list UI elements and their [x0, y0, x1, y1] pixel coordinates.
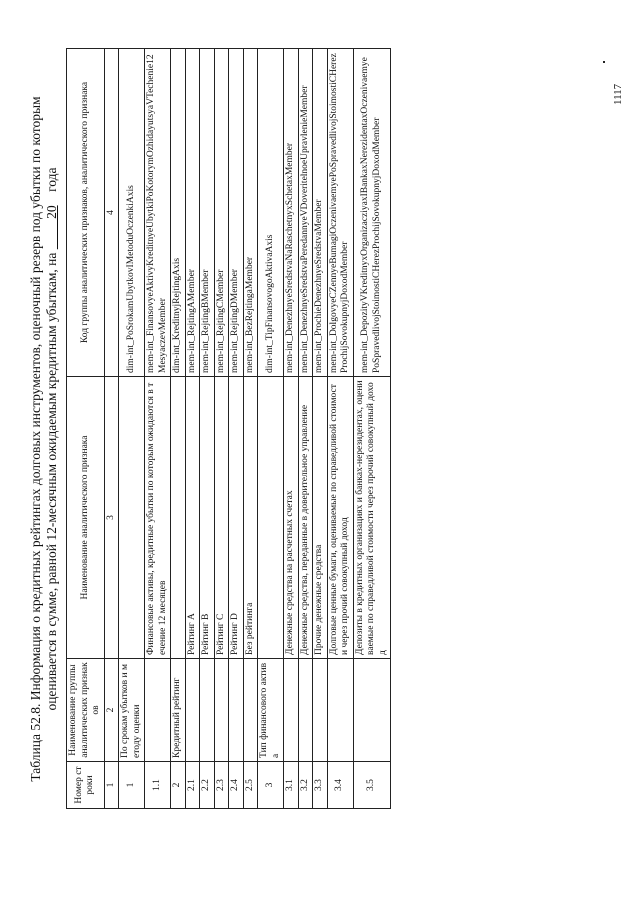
feature-name-cell: Денежные средства на расчетных счетах — [284, 377, 299, 659]
feature-name-cell: Без рейтинга — [243, 377, 258, 659]
code-cell: mem-int_DepozityVKreditnyxOrganizacziyaxIBankaxNerezidentaxOczenivaemyePoSpravedlivojStoimostiCHerezProchijSovokupnyjDoxodMember — [353, 49, 391, 377]
table-row — [171, 49, 186, 809]
caption-line-2 — [44, 35, 60, 843]
table-row — [313, 49, 328, 809]
row-number-cell: 2 — [171, 762, 186, 809]
row-number-cell: 3 — [258, 762, 284, 809]
caption-date-blank: 20 — [44, 205, 59, 250]
group-name-cell — [313, 659, 328, 762]
table-row — [145, 49, 171, 809]
feature-name-cell: Прочие денежные средства — [313, 377, 328, 659]
group-name-cell — [298, 659, 313, 762]
code-cell: mem-int_FinansovyeAktivyKreditnyeUbytkiPoKotorymOzhidayutsyaVTechenie12MesyaczevMember — [145, 49, 171, 377]
table-row — [185, 49, 200, 809]
row-number-cell: 2.2 — [200, 762, 215, 809]
row-number-cell: 3.2 — [298, 762, 313, 809]
table-row — [298, 49, 313, 809]
group-name-cell — [353, 659, 391, 762]
code-cell: mem-int_DolgovyeCZennyeBumagiOczenivaemyePoSpravedlivojStoimostiCHerezProchijSovokupnyjDoxodMember — [327, 49, 353, 377]
caption-line-2-text: оценивается в сумме, равной 12-месячным ожидаемым кредитным убыткам, на — [44, 252, 59, 711]
row-number-cell: 3.5 — [353, 762, 391, 809]
group-name-cell — [200, 659, 215, 762]
feature-name-cell — [171, 377, 186, 659]
feature-name-cell: Денежные средства, переданные в доверительное управление — [298, 377, 313, 659]
feature-name-cell: Долговые ценные бумаги, оцениваемые по справедливой стоимости через прочий совокупный доход — [327, 377, 353, 659]
column-number: 1 — [104, 762, 119, 809]
code-cell: mem-int_DenezhnyeSredstvaPeredannyeVDoveritelnoeUpravlenieMember — [298, 49, 313, 377]
group-name-cell — [145, 659, 171, 762]
table-row — [284, 49, 299, 809]
code-cell: mem-int_RejtingCMember — [214, 49, 229, 377]
group-name-cell — [185, 659, 200, 762]
table-body — [119, 49, 391, 809]
group-name-cell — [327, 659, 353, 762]
table-row — [200, 49, 215, 809]
row-number-cell: 2.1 — [185, 762, 200, 809]
code-cell: mem-int_DenezhnyeSredstvaNaRaschetnyxSchetaxMember — [284, 49, 299, 377]
row-number-cell: 1 — [119, 762, 145, 809]
group-name-cell: По срокам убытков и методу оценки — [119, 659, 145, 762]
row-number-cell: 2.5 — [243, 762, 258, 809]
code-cell: dim-int_KreditnyjRejtingAxis — [171, 49, 186, 377]
feature-name-cell: Рейтинг С — [214, 377, 229, 659]
code-cell: mem-int_RejtingBMember — [200, 49, 215, 377]
table-row — [229, 49, 244, 809]
code-cell: mem-int_RejtingDMember — [229, 49, 244, 377]
caption-line-1: Таблица 52.8. Информация о кредитных рейтингах долговых инструментов, оценочный резерв под убытки по которым — [28, 96, 43, 782]
group-name-cell — [243, 659, 258, 762]
table-row — [214, 49, 229, 809]
column-number: 3 — [104, 377, 119, 659]
table-caption — [28, 35, 60, 843]
code-cell: dim-int_TipFinansovogoAktivaAxis — [258, 49, 284, 377]
feature-name-cell: Рейтинг А — [185, 377, 200, 659]
code-cell: mem-int_BezRejtingaMember — [243, 49, 258, 377]
code-cell: mem-int_RejtingAMember — [185, 49, 200, 377]
table-header-row — [67, 49, 105, 809]
row-number-cell: 3.4 — [327, 762, 353, 809]
table-row — [353, 49, 391, 809]
group-name-cell — [214, 659, 229, 762]
feature-name-cell — [119, 377, 145, 659]
feature-name-cell: Депозиты в кредитных организациях и банках-нерезидентах, оцениваемые по справедливой стоимости через прочий совокупный доход — [353, 377, 391, 659]
feature-name-cell — [258, 377, 284, 659]
code-cell: dim-int_PoSrokamUbytkovIMetoduOczenkiAxis — [119, 49, 145, 377]
credit-rating-table — [66, 48, 391, 809]
code-cell: mem-int_ProchieDenezhnyeSredstvaMember — [313, 49, 328, 377]
group-name-cell — [229, 659, 244, 762]
row-number-cell: 2.4 — [229, 762, 244, 809]
group-name-cell: Кредитный рейтинг — [171, 659, 186, 762]
column-number: 4 — [104, 49, 119, 377]
feature-name-cell: Финансовые активы, кредитные убытки по которым ожидаются в течение 12 месяцев — [145, 377, 171, 659]
row-number-cell: 3.1 — [284, 762, 299, 809]
scan-speck — [603, 61, 605, 63]
group-name-cell: Тип финансового актива — [258, 659, 284, 762]
header-code: Код группы аналитических признаков, аналитического признака — [67, 49, 105, 377]
table-row — [119, 49, 145, 809]
column-number: 2 — [104, 659, 119, 762]
row-number-cell: 3.3 — [313, 762, 328, 809]
column-number-row — [104, 49, 119, 809]
group-name-cell — [284, 659, 299, 762]
row-number-cell: 2.3 — [214, 762, 229, 809]
header-row-number: Номер строки — [67, 762, 105, 809]
feature-name-cell: Рейтинг D — [229, 377, 244, 659]
table-row — [327, 49, 353, 809]
feature-name-cell: Рейтинг В — [200, 377, 215, 659]
table-row — [243, 49, 258, 809]
caption-year-word: года — [44, 167, 59, 203]
table-row — [258, 49, 284, 809]
page-number: 1117 — [612, 83, 624, 105]
header-feature-name: Наименование аналитического признака — [67, 377, 105, 659]
header-group-name: Наименование группы аналитических признаков — [67, 659, 105, 762]
row-number-cell: 1.1 — [145, 762, 171, 809]
